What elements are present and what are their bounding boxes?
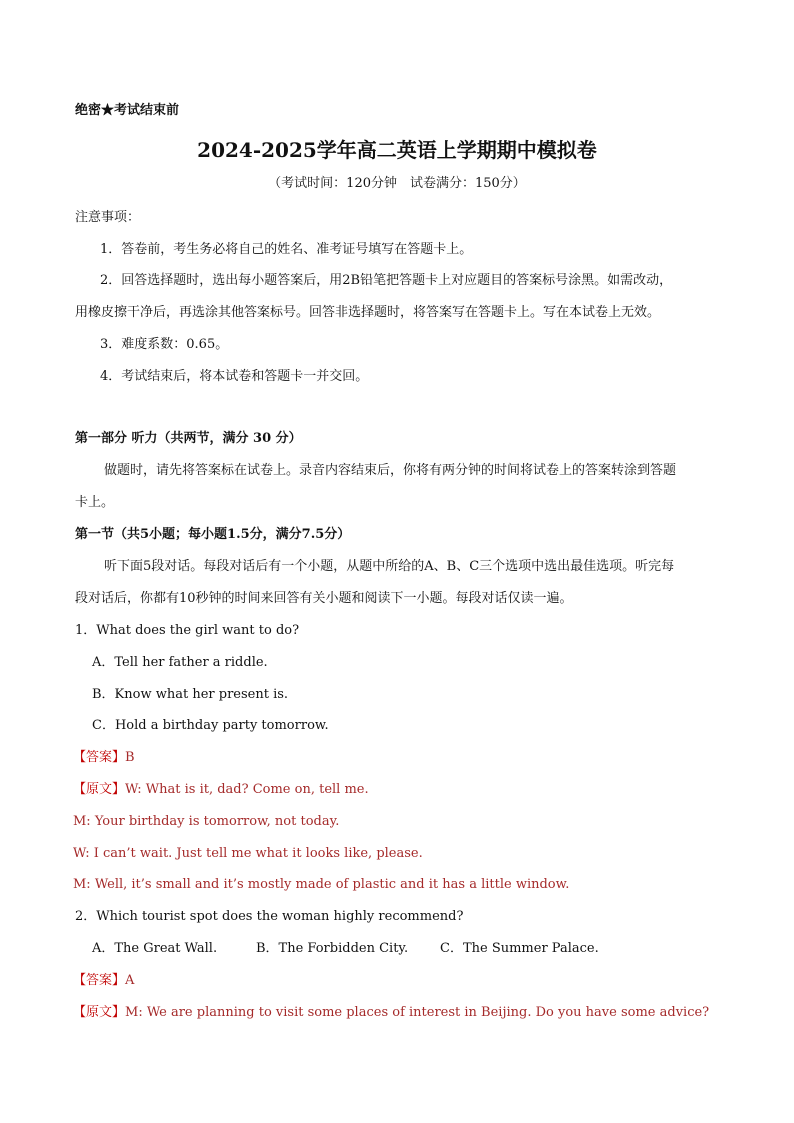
q1-transcript-line-3: W: I can’t wait. Just tell me what it looks like, please. — [73, 846, 423, 861]
q2-answer — [73, 973, 134, 989]
q1-transcript-line-2: M: Your birthday is tomorrow, not today. — [73, 814, 340, 829]
q1-answer — [73, 750, 135, 766]
note-item-1: 1．答卷前，考生务必将自己的姓名、准考证号填写在答题卡上。 — [100, 242, 473, 257]
part1-intro-line-2: 卡上。 — [75, 495, 115, 510]
transcript-text: W: What is it, dad? Come on, tell me. — [125, 782, 369, 797]
q2-transcript-line-1 — [73, 1005, 709, 1021]
q1-option-a: A．Tell her father a riddle. — [92, 655, 268, 670]
confidential-label: 绝密★考试结束前 — [75, 103, 180, 118]
section1-instructions-line-1: 听下面5段对话。每段对话后有一个小题，从题中所给的A、B、C三个选项中选出最佳选项。听完每 — [104, 559, 675, 574]
transcript-tag: 【原文】 — [73, 1005, 126, 1020]
transcript-text: M: We are planning to visit some places of interest in Beijing. Do you have some advice? — [125, 1005, 710, 1020]
section1-heading: 第一节（共5小题；每小题1.5分，满分7.5分） — [75, 527, 351, 542]
answer-tag: 【答案】 — [73, 973, 126, 988]
notes-heading: 注意事项： — [75, 210, 141, 225]
answer-value: B — [125, 750, 135, 765]
q2-option-c: C．The Summer Palace. — [440, 941, 599, 956]
note-item-3: 3．难度系数：0.65。 — [100, 337, 229, 352]
part1-heading: 第一部分 听力（共两节，满分 30 分） — [75, 431, 302, 446]
q1-transcript-line-4: M: Well, it’s small and it’s mostly made of plastic and it has a little window. — [73, 877, 570, 892]
section1-instructions-line-2: 段对话后，你都有10秒钟的时间来回答有关小题和阅读下一小题。每段对话仅读一遍。 — [75, 591, 573, 606]
q1-option-c: C．Hold a birthday party tomorrow. — [92, 718, 329, 733]
note-item-2-line-2: 用橡皮擦干净后，再选涂其他答案标号。回答非选择题时，将答案写在答题卡上。写在本试卷上无效。 — [75, 305, 661, 320]
page-title: 2024-2025学年高二英语上学期期中模拟卷 — [197, 138, 597, 162]
q1-option-b: B．Know what her present is. — [92, 687, 289, 702]
q2-option-a: A．The Great Wall. — [92, 941, 218, 956]
transcript-tag: 【原文】 — [73, 782, 126, 797]
answer-tag: 【答案】 — [73, 750, 126, 765]
q2-option-b: B．The Forbidden City. — [256, 941, 409, 956]
note-item-2-line-1: 2．回答选择题时，选出每小题答案后，用2B铅笔把答题卡上对应题目的答案标号涂黑。如需改动， — [100, 273, 673, 288]
question-2: 2．Which tourist spot does the woman highly recommend? — [75, 909, 464, 924]
note-item-4: 4．考试结束后，将本试卷和答题卡一并交回。 — [100, 369, 369, 384]
part1-intro-line-1: 做题时，请先将答案标在试卷上。录音内容结束后，你将有两分钟的时间将试卷上的答案转涂到答题 — [104, 463, 677, 478]
exam-info: （考试时间：120分钟 试卷满分：150分） — [268, 176, 526, 191]
q1-transcript-line-1 — [73, 782, 369, 798]
answer-value: A — [125, 973, 135, 988]
question-1: 1．What does the girl want to do? — [75, 623, 300, 638]
